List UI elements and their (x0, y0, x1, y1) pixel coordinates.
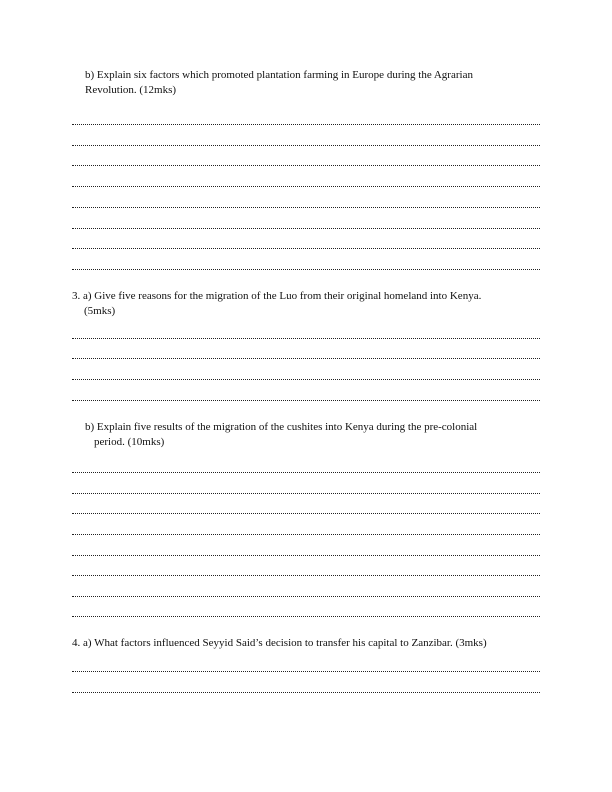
answer-line (72, 338, 540, 339)
question-2b-text-line2: Revolution. (12mks) (85, 83, 177, 96)
answer-line (72, 165, 540, 166)
answer-line (72, 555, 540, 556)
question-3a-text-line2: (5mks) (84, 304, 116, 317)
answer-line (72, 379, 540, 380)
question-2b-text-line1: b) Explain six factors which promoted plantation farming in Europe during the Agrarian (85, 69, 473, 81)
answer-line (72, 575, 540, 576)
question-2b (85, 68, 473, 97)
answer-line (72, 269, 540, 270)
answer-line (72, 186, 540, 187)
answer-line (72, 513, 540, 514)
answer-line (72, 671, 540, 672)
question-4a (72, 636, 487, 651)
answer-line (72, 358, 540, 359)
answer-line (72, 248, 540, 249)
question-3a (72, 289, 481, 318)
answer-line (72, 145, 540, 146)
answer-line (72, 692, 540, 693)
answer-line (72, 400, 540, 401)
answer-line (72, 493, 540, 494)
question-3b-text-line2: period. (10mks) (94, 435, 165, 448)
answer-line (72, 207, 540, 208)
question-3b (85, 420, 477, 449)
answer-line (72, 472, 540, 473)
question-3b-text-line1: b) Explain five results of the migration of the cushites into Kenya during the pre-colonial (85, 421, 478, 433)
answer-line (72, 616, 540, 617)
answer-line (72, 534, 540, 535)
question-4a-text-line1: 4. a) What factors influenced Seyyid Said’s decision to transfer his capital to Zanzibar. (3mks) (72, 637, 487, 649)
question-3a-text-line1: 3. a) Give five reasons for the migration of the Luo from their original homeland into Kenya. (72, 290, 482, 302)
answer-line (72, 596, 540, 597)
answer-line (72, 124, 540, 125)
answer-line (72, 228, 540, 229)
